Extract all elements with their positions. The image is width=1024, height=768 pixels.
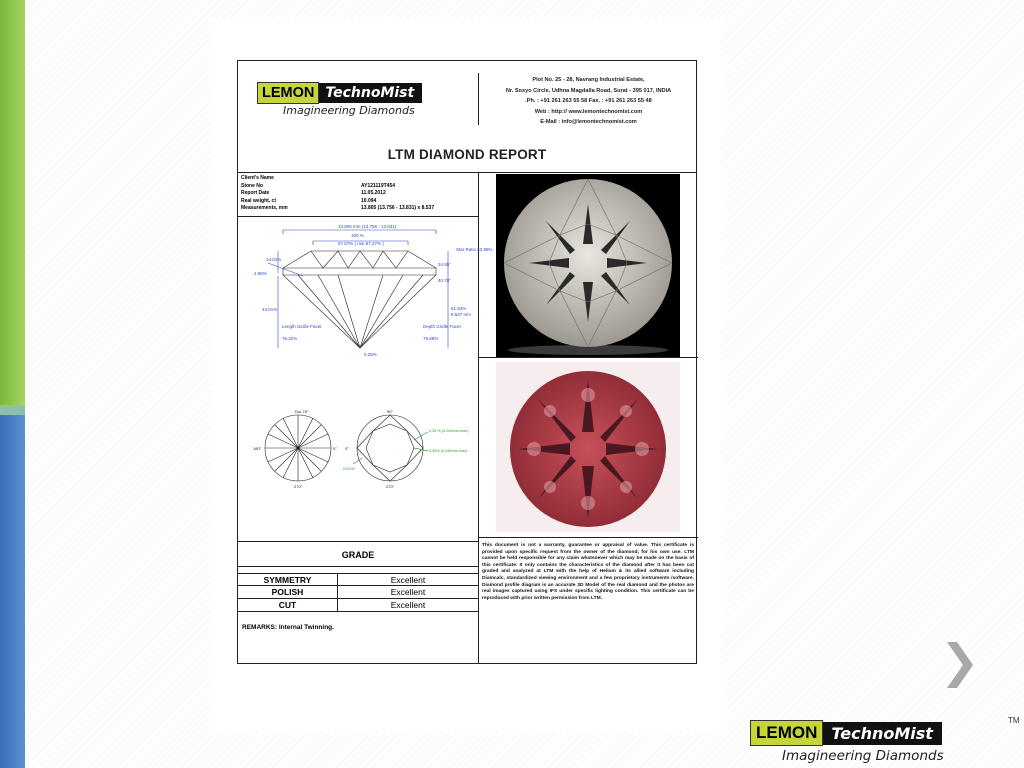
deg-0-right-label: 0°: [345, 446, 349, 451]
total-depth-label: 61.84%: [451, 306, 467, 311]
logo-technomist-text: TechnoMist: [319, 83, 422, 103]
sidebar-accent-green: [0, 0, 25, 405]
depth-mm-label: 8.537 mm: [451, 312, 472, 317]
culet-label: 0.25%: [364, 352, 377, 357]
deg-0-left-label: 0°: [333, 446, 337, 451]
address-line: .Ph. : +91 261 263 55 58 Fax. : +91 261 263 55 48: [525, 98, 652, 104]
trademark-mark: TM: [1008, 716, 1020, 725]
grade-name: CUT: [238, 599, 338, 611]
footer-logo-tagline: Imagineering Diamonds: [782, 748, 944, 764]
depth-girdle-facet-label: Depth Girdle Facet: [423, 324, 461, 329]
sidebar-accent-blue: [0, 415, 25, 768]
info-value: 10.094: [361, 197, 377, 204]
address-line: Web : http:// www.lemontechnomist.com: [534, 108, 643, 115]
diamond-profile-diagram: [238, 218, 493, 368]
footer-logo-technomist-text: TechnoMist: [823, 722, 942, 745]
diamond-photo-hearts: [496, 362, 680, 532]
sidebar-accent-divider: [0, 405, 25, 415]
column-divider: [478, 172, 479, 664]
grade-heading: GRADE: [341, 550, 375, 560]
header-logo-tagline: Imagineering Diamonds: [283, 104, 415, 117]
length-girdle-facet-label: Length Girdle Facet: [282, 324, 322, 329]
grade-value: Excellent: [390, 587, 426, 597]
info-row: [241, 175, 477, 183]
symmetry-note-1: 0.35 % (0.046mm max): [429, 429, 469, 433]
symmetry-note-3: 0.0005: [343, 467, 355, 471]
grade-rule: [238, 566, 478, 567]
deg-270-left-label: 270°: [294, 484, 303, 489]
girdle-label: 2.98%: [254, 271, 267, 276]
deg-90-right-label: 90°: [387, 409, 394, 414]
remarks: REMARKS: Internal Twinning.: [242, 624, 334, 631]
info-label: Client's Name: [241, 175, 274, 181]
info-value: 11.05.2012: [361, 190, 386, 196]
title-rule: [238, 172, 696, 173]
info-value: 13.805 (13.756 - 13.831) x 8.537: [361, 205, 435, 211]
diameter-label: 13.805 mm (13.756 - 13.831): [338, 224, 397, 229]
symmetry-note-2: 0.35% (0.046mm max): [429, 449, 468, 453]
info-row: [241, 183, 477, 191]
report-title: LTM DIAMOND REPORT: [387, 147, 547, 162]
footer-logo-mark: [750, 720, 942, 746]
disclaimer-rule: [478, 537, 698, 538]
grade-value: Excellent: [390, 575, 426, 585]
diamond-photo-arrows: [496, 174, 680, 357]
pavilion-depth-label: 43.01%: [262, 307, 278, 312]
info-label: Real weight, ct: [241, 197, 277, 204]
deg-270-right-label: 270°: [386, 484, 395, 489]
grade-name: POLISH: [238, 586, 338, 598]
footer-logo-lemon-text: LEMON: [750, 720, 823, 746]
info-label: Stone No: [241, 182, 263, 189]
grade-table: [238, 573, 478, 612]
info-row: [241, 190, 477, 198]
company-address: [486, 75, 691, 128]
table-pct-label: 100 %: [351, 233, 364, 238]
info-row: [241, 198, 477, 206]
logo-lemon-text: LEMON: [257, 82, 319, 104]
pavilion-angle-label: 40.78°: [438, 278, 452, 283]
info-label: Measurements, mm: [241, 205, 288, 211]
length-girdle-facet-value: 76.32%: [282, 336, 298, 341]
crown-height-label: 14.04%: [266, 257, 282, 262]
info-row: [241, 205, 477, 213]
depth-girdle-facet-value: 79.68%: [423, 336, 439, 341]
header-logo: [257, 82, 422, 104]
address-line: Nr. Sosyo Circle, Udhna Magdalla Road, Surat - 395 017, INDIA: [505, 87, 672, 94]
grade-row-polish: [238, 586, 478, 599]
star-ratio-label: Star Ratio 52.88%: [456, 247, 493, 252]
info-rule: [238, 216, 478, 217]
grade-row-cut: [238, 599, 478, 612]
deg-top-left-label: Dur 78°: [295, 409, 309, 414]
header-divider: [478, 73, 479, 125]
chevron-right-icon[interactable]: [945, 640, 975, 690]
grade-row-symmetry: [238, 573, 478, 586]
address-line: E-Mail : info@lemontechnomist.com: [540, 119, 637, 125]
crown-angle-label: 34.95°: [438, 262, 452, 267]
deg-180-left-label: 180°: [253, 446, 262, 451]
info-label: Report Date: [241, 190, 270, 196]
diagram-rule: [238, 541, 478, 542]
table-range-label: 57.57% ( min 57.27% ): [338, 241, 384, 246]
address-line: Plot No. 25 - 28, Navrang Industrial Estate,: [532, 77, 645, 83]
diamond-top-views: [238, 406, 478, 491]
photo-rule: [478, 357, 698, 358]
client-info: [241, 175, 477, 213]
grade-value: Excellent: [390, 600, 426, 610]
grade-name: SYMMETRY: [238, 574, 338, 585]
diamond-report-certificate: [237, 60, 697, 664]
info-value: AY121119T454: [361, 182, 396, 189]
disclaimer-text: This document is not a warranty, guarantee or appraisal of value. This certificate is provided upon specific request from the owner of the diamond, for his own use. LTM cannot be held responsible for any claim whatsoever which may be made on the basis of this certificate. It only contains the characteristics of the diamond after it has been cut graded and analyzed at LTM with the help of Helium & its allied software including Diamcalc, standardized viewing environment and a few proprietary instruments /software. Diamond profile diagram is an accurate 3D Model of the real diamond and the photos are real images captured using IFS under specific lighting condition. This certificate can be reproduced with prior written permission from LTM.: [482, 543, 694, 601]
